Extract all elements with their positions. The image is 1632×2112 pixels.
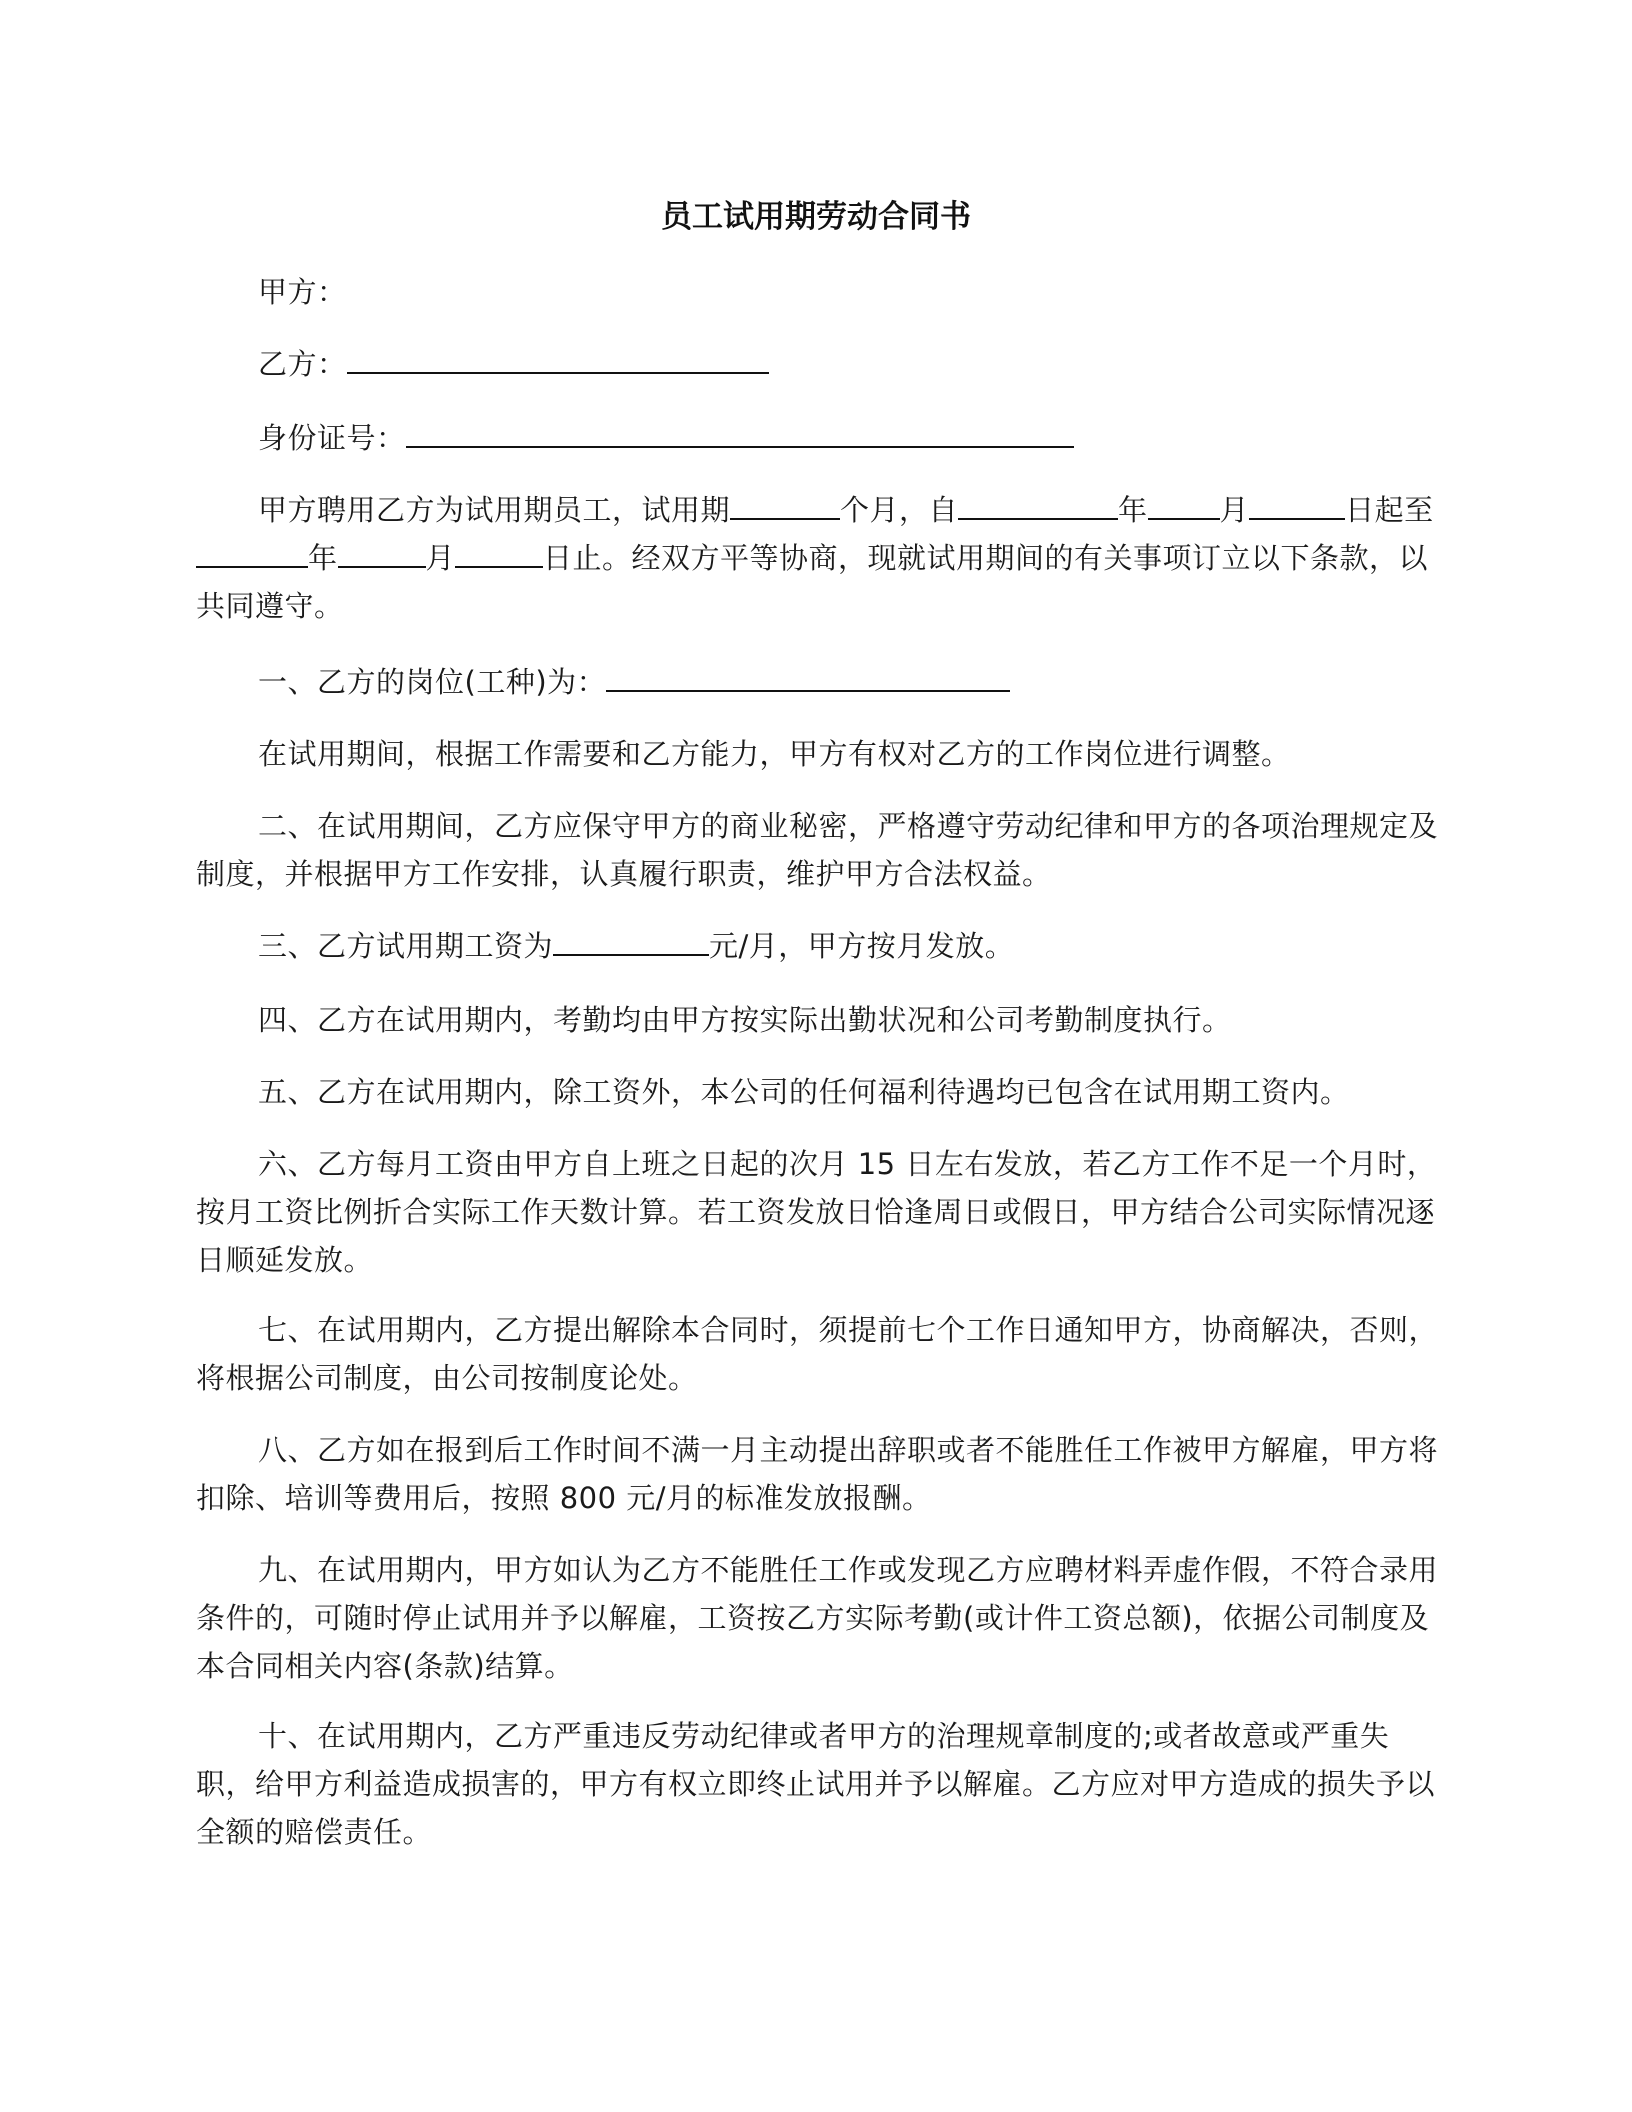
id-number-label: 身份证号： — [258, 421, 406, 455]
intro-text-3: 年 — [1118, 493, 1148, 527]
probation-months-blank — [730, 488, 840, 520]
intro-text-2: 个月，自 — [840, 493, 959, 527]
intro-text-4: 月 — [1219, 493, 1250, 527]
end-year-blank — [196, 536, 308, 568]
position-blank — [606, 660, 1010, 692]
start-year-blank — [958, 488, 1118, 520]
id-number-blank — [406, 416, 1074, 448]
document-title: 员工试用期劳动合同书 — [661, 199, 971, 235]
end-day-blank — [455, 536, 543, 568]
intro-text-6: 年 — [308, 541, 338, 575]
intro-text-8: 日止。经双方平等协商，现就试用期间的有关事项订立以下条款，以共同遵守。 — [196, 541, 1429, 623]
party-b-line — [196, 340, 1438, 388]
clause-1-note: 在试用期间，根据工作需要和乙方能力，甲方有权对乙方的工作岗位进行调整。 — [258, 737, 1291, 771]
clause-7: 七、在试用期内，乙方提出解除本合同时，须提前七个工作日通知甲方，协商解决，否则，将根据公司制度，由公司按制度论处。 — [196, 1313, 1439, 1395]
start-month-blank — [1148, 488, 1220, 520]
party-b-blank — [347, 342, 769, 374]
clause-1 — [196, 658, 1438, 706]
intro-paragraph — [196, 486, 1438, 630]
intro-text-1: 甲方聘用乙方为试用期员工，试用期 — [258, 493, 731, 527]
party-a-label: 甲方： — [258, 275, 347, 309]
clause-9: 九、在试用期内，甲方如认为乙方不能胜任工作或发现乙方应聘材料弄虚作假，不符合录用条件的，可随时停止试用并予以解雇，工资按乙方实际考勤(或计件工资总额)，依据公司制度及本合同相关内容(条款)结算。 — [196, 1553, 1439, 1683]
intro-text-7: 月 — [425, 541, 456, 575]
end-month-blank — [338, 536, 426, 568]
party-b-label: 乙方： — [258, 347, 347, 381]
salary-blank — [553, 924, 709, 956]
clause-3 — [196, 922, 1438, 970]
clause-4: 四、乙方在试用期内，考勤均由甲方按实际出勤状况和公司考勤制度执行。 — [258, 1003, 1232, 1037]
clause-8: 八、乙方如在报到后工作时间不满一月主动提出辞职或者不能胜任工作被甲方解雇，甲方将扣除、培训等费用后，按照 800 元/月的标准发放报酬。 — [196, 1433, 1439, 1515]
clause-10: 十、在试用期内，乙方严重违反劳动纪律或者甲方的治理规章制度的;或者故意或严重失职，给甲方利益造成损害的，甲方有权立即终止试用并予以解雇。乙方应对甲方造成的损失予以全额的赔偿责任。 — [196, 1719, 1436, 1849]
intro-text-5: 日起至 — [1345, 493, 1434, 527]
party-a-line — [196, 268, 1438, 316]
clause-1-text: 一、乙方的岗位(工种)为： — [258, 665, 607, 699]
clause-3-text-1: 三、乙方试用期工资为 — [258, 929, 554, 963]
id-number-line — [196, 414, 1438, 462]
clause-3-text-2: 元/月，甲方按月发放。 — [709, 929, 1015, 963]
clause-2: 二、在试用期间，乙方应保守甲方的商业秘密，严格遵守劳动纪律和甲方的各项治理规定及制度，并根据甲方工作安排，认真履行职责，维护甲方合法权益。 — [196, 809, 1439, 891]
clause-5: 五、乙方在试用期内，除工资外，本公司的任何福利待遇均已包含在试用期工资内。 — [258, 1075, 1350, 1109]
start-day-blank — [1249, 488, 1345, 520]
clause-6: 六、乙方每月工资由甲方自上班之日起的次月 15 日左右发放，若乙方工作不足一个月时，按月工资比例折合实际工作天数计算。若工资发放日恰逢周日或假日，甲方结合公司实际情况逐日顺延发放。 — [196, 1147, 1437, 1277]
